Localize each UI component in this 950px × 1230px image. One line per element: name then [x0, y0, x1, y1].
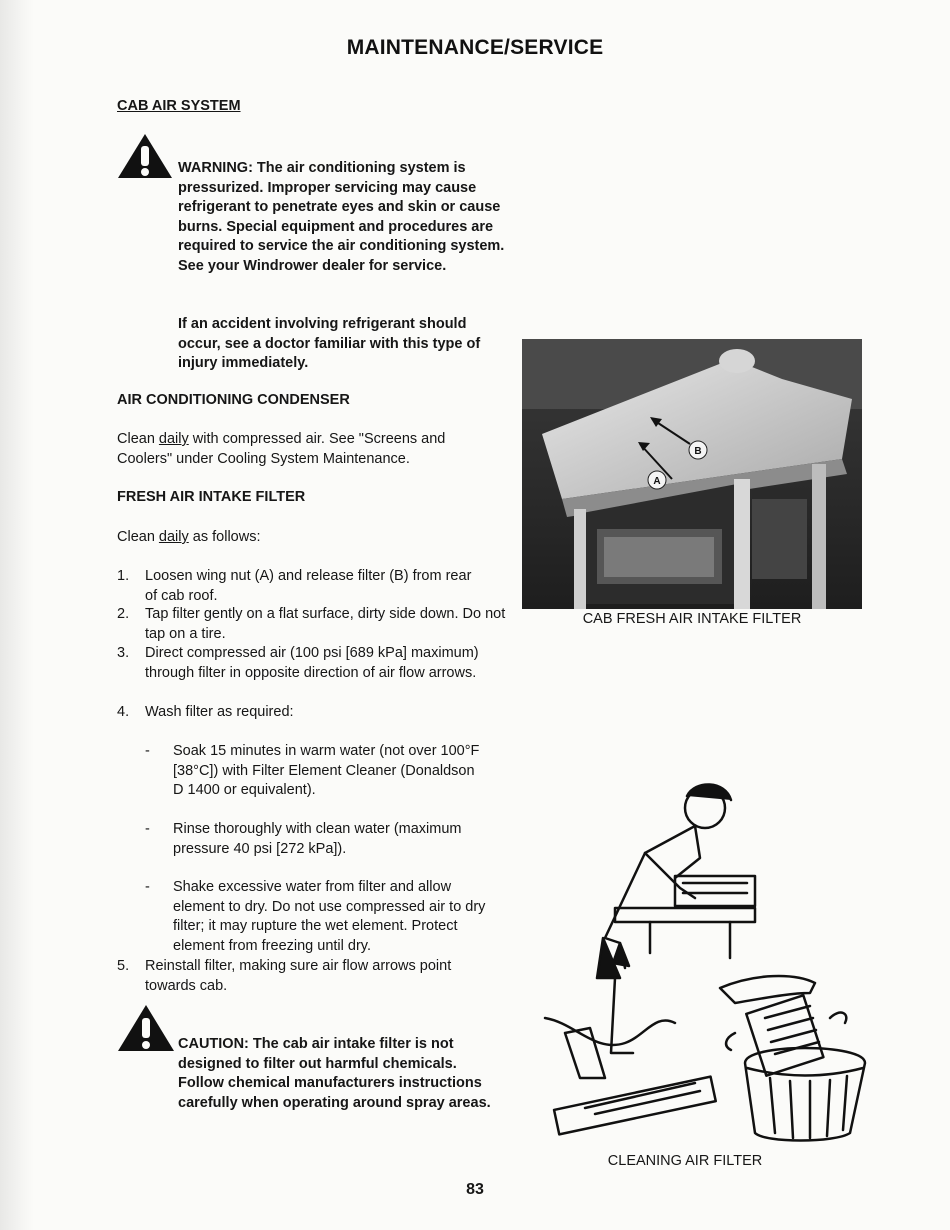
photo-caption: CAB FRESH AIR INTAKE FILTER	[582, 611, 802, 627]
list-item: 1. Loosen wing nut (A) and release filter (B) from rear of cab roof.	[117, 568, 472, 604]
page-edge-shadow	[0, 0, 34, 1230]
sub-list-item: - Shake excessive water from filter and allow element to dry. Do not use compressed air to dry filter; it may rupture the wet element. Protect element from freezing until dry.	[145, 879, 486, 954]
condenser-heading: AIR CONDITIONING CONDENSER	[117, 392, 350, 408]
page-number: 83	[466, 1181, 484, 1198]
sub-list-item: - Soak 15 minutes in warm water (not over 100°F [38°C]) with Filter Element Cleaner (Donaldson D 1400 or equivalent).	[145, 743, 480, 798]
list-item: 3. Direct compressed air (100 psi [689 kPa] maximum) through filter in opposite direction of air flow arrows.	[117, 645, 479, 681]
list-item: 5. Reinstall filter, making sure air flow arrows point towards cab.	[117, 958, 452, 994]
photo-label-a: A	[653, 476, 661, 487]
cleaning-filter-illustration	[525, 778, 875, 1148]
list-item: 2. Tap filter gently on a flat surface, dirty side down. Do not tap on a tire.	[117, 606, 506, 642]
accident-text: If an accident involving refrigerant should occur, see a doctor familiar with this type of injury immediately.	[178, 316, 481, 371]
illustration-caption: CLEANING AIR FILTER	[607, 1153, 763, 1169]
filter-heading: FRESH AIR INTAKE FILTER	[117, 489, 306, 505]
warning-triangle-icon	[116, 132, 174, 180]
caution-text: CAUTION: The cab air intake filter is not designed to filter out harmful chemicals. Follow chemical manufacturers instructions carefully when operating around spray areas.	[178, 1036, 491, 1111]
condenser-text: Clean daily with compressed air. See "Screens and Coolers" under Cooling System Maintenance.	[117, 431, 446, 467]
photo-label-b: B	[694, 446, 702, 457]
list-item: 4. Wash filter as required:	[117, 704, 294, 720]
warning-text: WARNING: The air conditioning system is pressurized. Improper servicing may cause refrigerant to penetrate eyes and skin or cause burns. Special equipment and procedures are required to service the air conditioning system. See your Windrower dealer for service.	[178, 160, 505, 274]
caution-triangle-icon	[116, 1003, 176, 1053]
sub-list-item: - Rinse thoroughly with clean water (maximum pressure 40 psi [272 kPa]).	[145, 821, 462, 857]
filter-intro: Clean daily as follows:	[117, 529, 261, 545]
page-title: MAINTENANCE/SERVICE	[346, 36, 604, 59]
cab-filter-photo	[522, 339, 862, 609]
cab-air-system-heading: CAB AIR SYSTEM	[117, 98, 241, 114]
